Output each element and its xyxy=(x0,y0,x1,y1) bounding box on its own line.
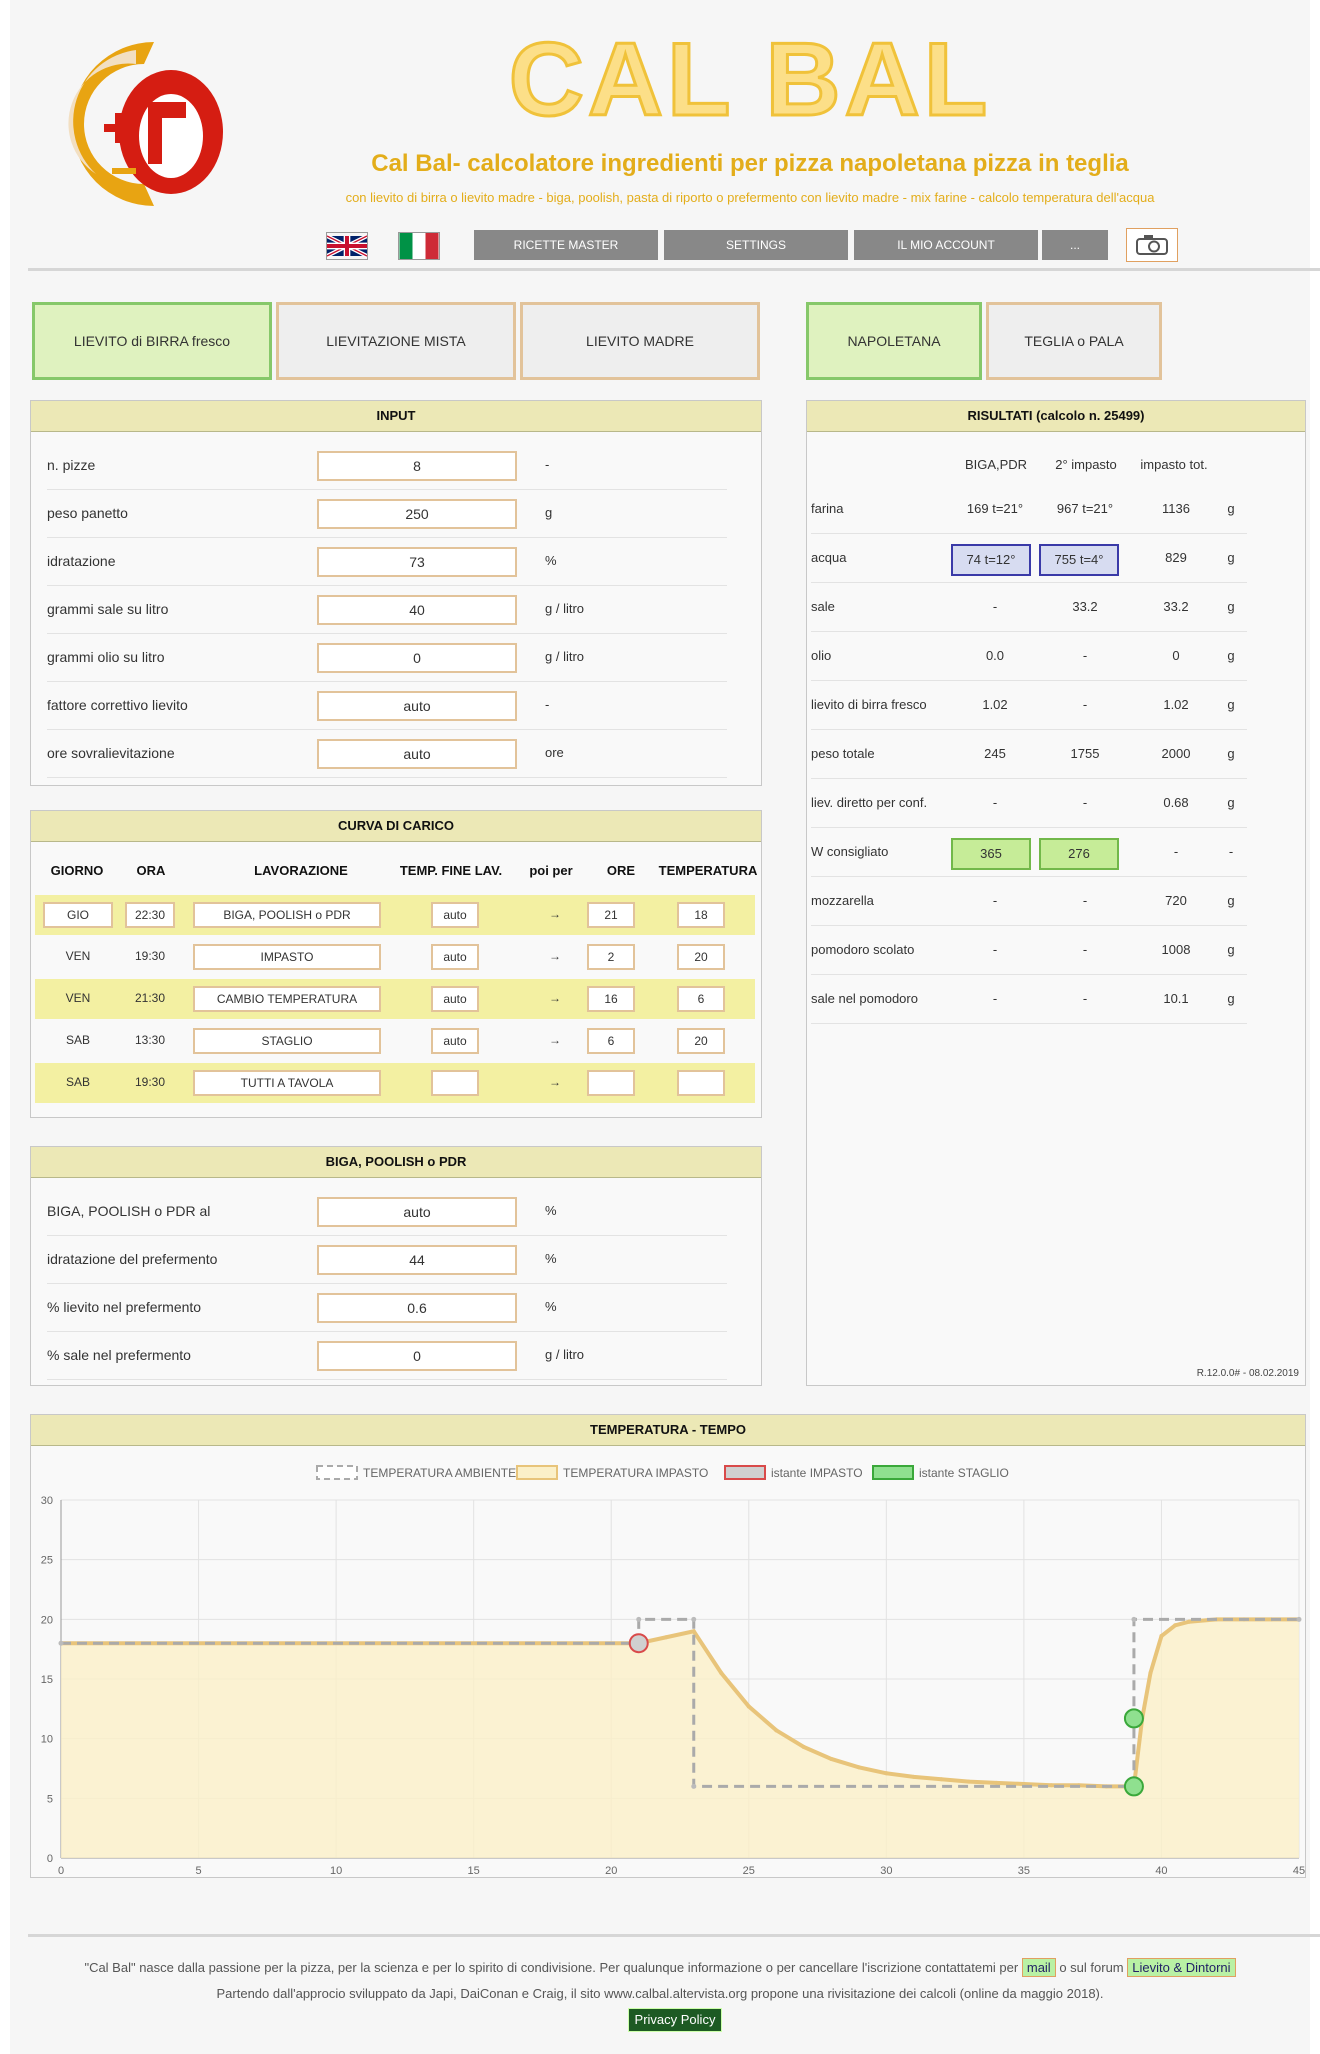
temp-fine-input[interactable]: auto xyxy=(431,902,479,928)
impasto-point xyxy=(884,1771,888,1775)
calbal-logo xyxy=(36,24,236,224)
result-label: peso totale xyxy=(811,746,875,761)
input-row xyxy=(47,635,727,682)
risultati-panel xyxy=(806,400,1306,1386)
result-c3: 1136 xyxy=(1162,501,1190,516)
temperatura-input[interactable] xyxy=(677,1070,725,1096)
col-impasto-tot: impasto tot. xyxy=(1140,457,1208,472)
chart-panel xyxy=(30,1414,1306,1878)
result-c3: 0.68 xyxy=(1163,795,1189,810)
x-tick-label: 35 xyxy=(1017,1865,1031,1877)
col-ore: ORE xyxy=(606,863,636,878)
result-c2: - xyxy=(1082,795,1088,810)
result-c1: 0.0 xyxy=(985,648,1005,663)
temp-fine-input[interactable]: auto xyxy=(431,944,479,970)
giorno-text: SAB xyxy=(65,1033,90,1047)
x-tick-label: 30 xyxy=(880,1865,893,1877)
biga-label: BIGA, POOLISH o PDR al xyxy=(47,1203,211,1219)
olio-input[interactable]: 0 xyxy=(317,643,517,673)
result-c1: - xyxy=(992,795,998,810)
temp-fine-input[interactable]: auto xyxy=(431,1028,479,1054)
temperature-chart xyxy=(31,1446,1305,1878)
input-row xyxy=(47,587,727,634)
lavorazione-select[interactable]: STAGLIO xyxy=(193,1028,381,1054)
tab-lievitazione-mista[interactable]: LIEVITAZIONE MISTA xyxy=(276,302,516,380)
result-c2: - xyxy=(1082,991,1088,1006)
result-label: mozzarella xyxy=(811,893,874,908)
x-tick-label: 20 xyxy=(605,1865,618,1877)
result-c2: - xyxy=(1082,942,1088,957)
temp-fine-input[interactable]: auto xyxy=(431,986,479,1012)
result-row xyxy=(811,632,1247,681)
footer-text-2: o sul forum xyxy=(1059,1960,1124,1975)
biga-row xyxy=(47,1333,727,1380)
x-tick-label: 0 xyxy=(57,1865,65,1877)
result-c1: 169 t=21° xyxy=(966,501,1024,516)
arrow-icon: → xyxy=(549,991,561,1005)
legend-label: istante STAGLIO xyxy=(919,1466,1009,1480)
result-label: W consigliato xyxy=(811,844,889,859)
x-tick-label: 10 xyxy=(329,1865,343,1877)
acqua-biga-box: 74 t=12° xyxy=(951,544,1031,576)
result-label: pomodoro scolato xyxy=(811,942,915,957)
input-panel xyxy=(30,400,762,786)
impasto-point xyxy=(1148,1671,1152,1675)
curva-row xyxy=(35,979,755,1019)
result-label: liev. diretto per conf. xyxy=(811,795,928,810)
result-label: farina xyxy=(811,501,844,516)
my-account-button[interactable]: IL MIO ACCOUNT xyxy=(854,230,1038,260)
app-subtitle: Cal Bal- calcolatore ingredienti per pizza napoletana pizza in teglia xyxy=(371,150,1129,177)
col-ora: ORA xyxy=(136,863,166,878)
result-label: sale nel pomodoro xyxy=(811,991,918,1006)
idratazione-input[interactable]: 73 xyxy=(317,547,517,577)
y-tick-label: 20 xyxy=(40,1614,53,1627)
temperatura-input[interactable]: 20 xyxy=(677,1028,725,1054)
result-row xyxy=(811,828,1247,877)
col-biga: BIGA,PDR xyxy=(964,457,1028,472)
impasto-point xyxy=(1173,1623,1177,1627)
y-tick-label: 15 xyxy=(40,1674,53,1686)
curva-panel-title: CURVA DI CARICO xyxy=(31,811,761,842)
biga-percent-input[interactable]: auto xyxy=(317,1197,517,1227)
result-row xyxy=(811,975,1247,1024)
header-divider xyxy=(28,268,1320,271)
temperatura-input[interactable]: 6 xyxy=(677,986,725,1012)
impasto-point xyxy=(1159,1634,1163,1638)
result-c3: 829 xyxy=(1165,550,1187,565)
legend-swatch xyxy=(873,1466,913,1479)
tab-lievito-birra[interactable]: LIEVITO di BIRRA fresco xyxy=(32,302,272,380)
result-c1: - xyxy=(992,599,998,614)
w-impasto-box: 276 xyxy=(1039,838,1119,870)
input-row xyxy=(47,683,727,730)
legend-label: TEMPERATURA IMPASTO xyxy=(563,1466,709,1480)
ambiente-point xyxy=(1131,1617,1136,1622)
page xyxy=(10,0,1310,2054)
ore-input[interactable] xyxy=(587,1070,635,1096)
curva-panel xyxy=(30,810,762,1118)
impasto-point xyxy=(994,1781,998,1785)
impasto-point xyxy=(774,1728,778,1732)
input-label: grammi olio su litro xyxy=(47,649,165,665)
result-row xyxy=(811,485,1247,534)
result-unit: g xyxy=(1227,942,1235,957)
x-tick-label: 40 xyxy=(1155,1865,1168,1877)
input-unit: % xyxy=(545,553,557,568)
biga-unit: % xyxy=(545,1203,557,1218)
lievito-prefermento-input[interactable]: 0.6 xyxy=(317,1293,517,1323)
biga-label: % lievito nel prefermento xyxy=(47,1299,202,1315)
privacy-policy-button[interactable]: Privacy Policy xyxy=(628,2008,722,2032)
settings-button[interactable]: SETTINGS xyxy=(664,230,848,260)
giorno-select[interactable]: GIO xyxy=(43,902,113,928)
result-row xyxy=(811,730,1247,779)
impasto-point xyxy=(857,1765,861,1769)
legend-swatch xyxy=(317,1466,357,1479)
result-c3: 720 xyxy=(1165,893,1187,908)
result-row xyxy=(811,583,1247,632)
biga-row xyxy=(47,1285,727,1332)
result-label: olio xyxy=(811,648,832,663)
input-row xyxy=(47,731,727,778)
ora-input[interactable]: 22:30 xyxy=(125,902,175,928)
result-unit: g xyxy=(1227,648,1235,663)
ricette-master-button[interactable]: RICETTE MASTER xyxy=(474,230,658,260)
curva-row xyxy=(35,937,755,977)
col-poi-per: poi per xyxy=(529,863,573,878)
result-c3: 2000 xyxy=(1161,746,1191,761)
input-label: peso panetto xyxy=(47,505,128,521)
tab-teglia-pala[interactable]: TEGLIA o PALA xyxy=(986,302,1162,380)
input-label: fattore correttivo lievito xyxy=(47,697,188,713)
result-c3: 33.2 xyxy=(1163,599,1189,614)
result-c1: - xyxy=(992,942,998,957)
result-c2: 967 t=21° xyxy=(1056,501,1114,516)
col-temperatura: TEMPERATURA xyxy=(658,863,758,878)
col-temp-fine: TEMP. FINE LAV. xyxy=(399,863,503,878)
legend-label: istante IMPASTO xyxy=(771,1466,863,1480)
input-panel-title: INPUT xyxy=(31,401,761,432)
x-tick-label: 45 xyxy=(1292,1865,1305,1877)
result-unit: - xyxy=(1228,844,1234,859)
uk-flag-icon[interactable] xyxy=(326,232,368,260)
lavorazione-select[interactable]: IMPASTO xyxy=(193,944,381,970)
result-unit: g xyxy=(1227,893,1235,908)
arrow-icon: → xyxy=(549,907,561,921)
biga-unit: % xyxy=(545,1251,557,1266)
lavorazione-select[interactable]: BIGA, POOLISH o PDR xyxy=(193,902,381,928)
lavorazione-select[interactable]: CAMBIO TEMPERATURA xyxy=(193,986,381,1012)
col-lavorazione: LAVORAZIONE xyxy=(254,863,348,878)
more-button[interactable]: ... xyxy=(1042,230,1108,260)
sale-input[interactable]: 40 xyxy=(317,595,517,625)
ambiente-point xyxy=(691,1617,696,1622)
ore-input[interactable]: 21 xyxy=(587,902,635,928)
biga-panel xyxy=(30,1146,762,1386)
impasto-point xyxy=(912,1775,916,1779)
result-label: lievito di birra fresco xyxy=(811,697,927,712)
col-giorno: GIORNO xyxy=(50,863,104,878)
result-c3: 10.1 xyxy=(1163,991,1189,1006)
result-c2: 1755 xyxy=(1070,746,1100,761)
ora-text: 13:30 xyxy=(134,1033,166,1047)
result-row xyxy=(811,877,1247,926)
x-tick-label: 15 xyxy=(467,1865,480,1877)
impasto-point xyxy=(664,1635,668,1639)
ora-text: 19:30 xyxy=(134,949,166,963)
camera-button[interactable] xyxy=(1126,228,1178,262)
header xyxy=(10,0,1310,275)
version-label: R.12.0.0# - 08.02.2019 xyxy=(1196,1368,1299,1379)
n-pizze-input[interactable]: 8 xyxy=(317,451,517,481)
impasto-point xyxy=(802,1745,806,1749)
result-unit: g xyxy=(1227,697,1235,712)
y-tick-label: 10 xyxy=(40,1733,53,1746)
col-secondo-impasto: 2° impasto xyxy=(1055,457,1117,472)
biga-panel-title: BIGA, POOLISH o PDR xyxy=(31,1147,761,1178)
impasto-point xyxy=(1187,1620,1191,1624)
biga-label: idratazione del prefermento xyxy=(47,1251,218,1267)
result-label: acqua xyxy=(811,550,847,565)
istante-staglio-marker xyxy=(1125,1709,1143,1727)
biga-label: % sale nel prefermento xyxy=(47,1347,191,1363)
input-unit: - xyxy=(545,457,550,472)
giorno-text: SAB xyxy=(65,1075,90,1089)
lavorazione-select[interactable]: TUTTI A TAVOLA xyxy=(193,1070,381,1096)
result-c1: - xyxy=(992,991,998,1006)
biga-row xyxy=(47,1237,727,1284)
input-row xyxy=(47,539,727,586)
ora-text: 19:30 xyxy=(134,1075,166,1089)
x-tick-label: 25 xyxy=(742,1865,755,1877)
istante-staglio-marker xyxy=(1125,1777,1143,1795)
impasto-point xyxy=(1049,1783,1053,1787)
y-tick-label: 30 xyxy=(40,1495,53,1507)
app-title: CAL BAL xyxy=(508,22,992,138)
biga-row xyxy=(47,1189,727,1236)
result-unit: g xyxy=(1227,746,1235,761)
legend-swatch xyxy=(517,1466,557,1479)
arrow-icon: → xyxy=(549,949,561,963)
y-tick-label: 25 xyxy=(40,1554,53,1567)
result-c2: 33.2 xyxy=(1072,599,1098,614)
fattore-correttivo-input[interactable]: auto xyxy=(317,691,517,721)
arrow-icon: → xyxy=(549,1075,561,1089)
curva-row xyxy=(35,1063,755,1103)
input-unit: ore xyxy=(545,745,564,760)
forum-link[interactable]: Lievito & Dintorni xyxy=(1127,1958,1235,1977)
mail-link[interactable]: mail xyxy=(1022,1958,1056,1977)
result-unit: g xyxy=(1227,501,1235,516)
result-label: sale xyxy=(811,599,835,614)
risultati-panel-title: RISULTATI (calcolo n. 25499) xyxy=(807,401,1305,432)
camera-icon xyxy=(1135,234,1169,256)
input-label: idratazione xyxy=(47,553,116,569)
temperatura-input[interactable]: 20 xyxy=(677,944,725,970)
ambiente-point xyxy=(636,1617,641,1622)
footer-divider xyxy=(28,1934,1320,1937)
result-unit: g xyxy=(1227,795,1235,810)
input-row xyxy=(47,443,727,490)
result-row xyxy=(811,779,1247,828)
result-row xyxy=(811,534,1247,583)
biga-unit: % xyxy=(545,1299,557,1314)
result-c2: - xyxy=(1082,697,1088,712)
input-unit: g / litro xyxy=(545,649,585,664)
footer-line-2: Partendo dall'approcio sviluppato da Japi, DaiConan e Craig, il sito www.calbal.altervista.org propone una rivisitazione dei calcoli (online da maggio 2018). xyxy=(216,1986,1104,2001)
result-c1: 1.02 xyxy=(982,697,1008,712)
input-label: ore sovralievitazione xyxy=(47,745,175,761)
ore-input[interactable]: 6 xyxy=(587,1028,635,1054)
arrow-icon: → xyxy=(549,1033,561,1047)
peso-panetto-input[interactable]: 250 xyxy=(317,499,517,529)
result-c1: 245 xyxy=(984,746,1006,761)
ambiente-point xyxy=(59,1641,64,1646)
ambiente-point xyxy=(691,1784,696,1789)
x-tick-label: 5 xyxy=(195,1865,202,1877)
app-tagline: con lievito di birra o lievito madre - biga, poolish, pasta di riporto o prefermento con lievito madre - mix farine - calcolo temperatura dell'acqua xyxy=(345,190,1155,205)
input-unit: g / litro xyxy=(545,601,585,616)
footer-line-1 xyxy=(10,1958,1310,1977)
result-row xyxy=(811,926,1247,975)
y-tick-label: 5 xyxy=(46,1793,53,1806)
ore-sovralievitazione-input[interactable]: auto xyxy=(317,739,517,769)
impasto-point xyxy=(692,1629,696,1633)
impasto-point xyxy=(719,1671,723,1675)
footer-text-1: "Cal Bal" nasce dalla passione per la pizza, per la scienza e per lo spirito di condivisione. Per qualunque informazione o per cancellare l'iscrizione contattatemi per xyxy=(84,1960,1019,1975)
result-unit: g xyxy=(1227,599,1235,614)
input-unit: g xyxy=(545,505,553,520)
legend-label: TEMPERATURA AMBIENTE xyxy=(363,1466,517,1480)
curva-row xyxy=(35,895,755,935)
result-unit: g xyxy=(1227,991,1235,1006)
legend-swatch xyxy=(725,1466,765,1479)
temperatura-input[interactable]: 18 xyxy=(677,902,725,928)
impasto-point xyxy=(939,1777,943,1781)
tab-lievito-madre[interactable]: LIEVITO MADRE xyxy=(520,302,760,380)
curva-row xyxy=(35,1021,755,1061)
result-unit: g xyxy=(1227,550,1235,565)
input-label: n. pizze xyxy=(47,457,96,473)
input-label: grammi sale su litro xyxy=(47,601,169,617)
tab-napoletana[interactable]: NAPOLETANA xyxy=(806,302,982,380)
sale-prefermento-input[interactable]: 0 xyxy=(317,1341,517,1371)
italy-flag-icon[interactable] xyxy=(398,232,440,260)
istante-impasto-marker xyxy=(630,1634,648,1652)
biga-unit: g / litro xyxy=(545,1347,585,1362)
result-c3: 1008 xyxy=(1161,942,1191,957)
chart-title: TEMPERATURA - TEMPO xyxy=(31,1415,1305,1446)
giorno-text: VEN xyxy=(65,949,91,963)
y-tick-label: 0 xyxy=(46,1853,53,1865)
result-c2: - xyxy=(1082,893,1088,908)
result-c3: 1.02 xyxy=(1163,697,1189,712)
ore-input[interactable]: 16 xyxy=(587,986,635,1012)
acqua-impasto-box: 755 t=4° xyxy=(1039,544,1119,576)
impasto-point xyxy=(829,1757,833,1761)
input-unit: - xyxy=(545,697,550,712)
ora-text: 21:30 xyxy=(134,991,166,1005)
result-c2: - xyxy=(1082,648,1088,663)
result-row xyxy=(811,681,1247,730)
idratazione-prefermento-input[interactable]: 44 xyxy=(317,1245,517,1275)
result-c3: - xyxy=(1173,844,1179,859)
impasto-point xyxy=(967,1780,971,1784)
impasto-point xyxy=(747,1704,751,1708)
ore-input[interactable]: 2 xyxy=(587,944,635,970)
input-row xyxy=(47,491,727,538)
giorno-text: VEN xyxy=(65,991,91,1005)
result-c1: - xyxy=(992,893,998,908)
temp-fine-input[interactable] xyxy=(431,1070,479,1096)
ambiente-point xyxy=(1297,1617,1302,1622)
result-c3: 0 xyxy=(1172,648,1180,663)
w-biga-box: 365 xyxy=(951,838,1031,870)
